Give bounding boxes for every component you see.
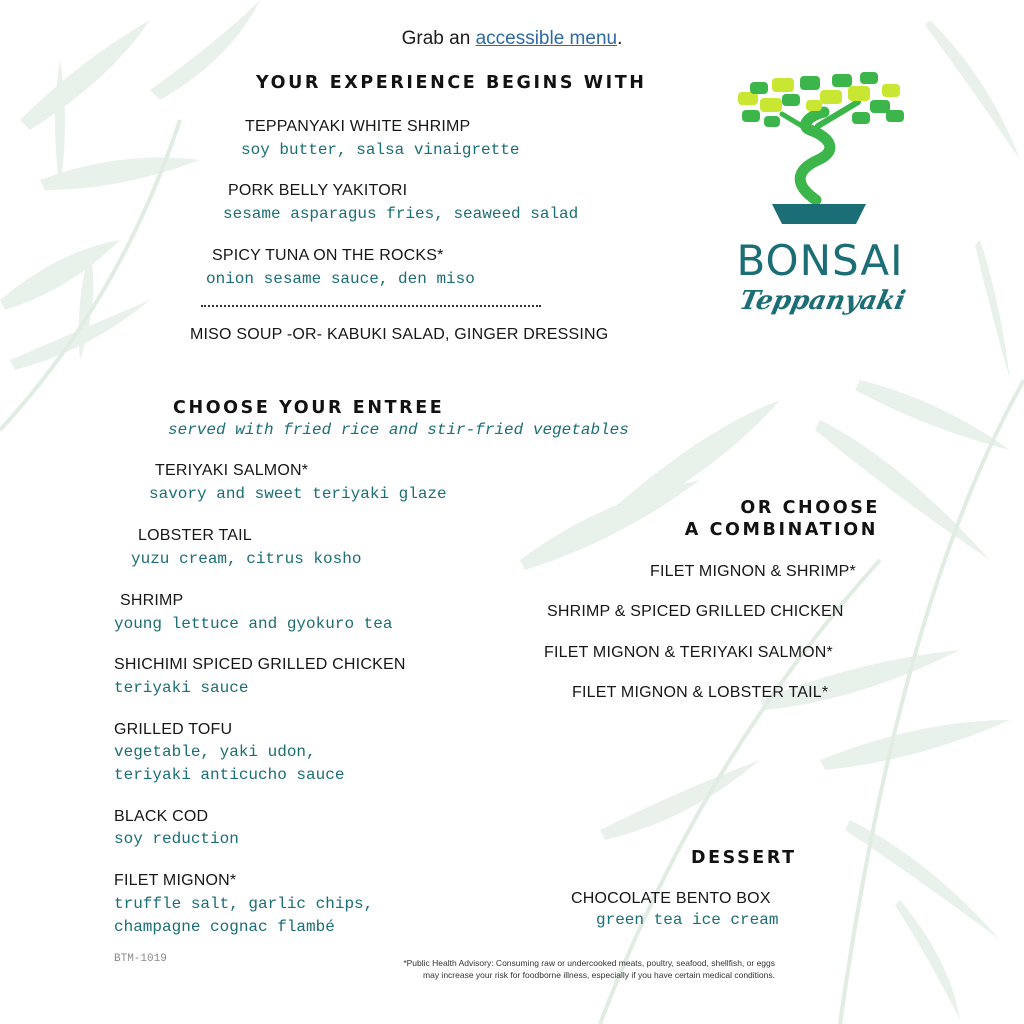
dessert-name: CHOCOLATE BENTO BOX	[571, 890, 771, 907]
accessible-menu-link[interactable]: accessible menu	[475, 28, 618, 49]
entree-subtitle: served with fried rice and stir-fried vegetables	[168, 421, 629, 439]
combination-heading-line1: OR CHOOSE	[740, 498, 880, 518]
entree-heading: CHOOSE YOUR ENTREE	[173, 398, 445, 418]
combination-item: FILET MIGNON & LOBSTER TAIL*	[572, 684, 829, 701]
starter-description: soy butter, salsa vinaigrette	[241, 141, 520, 159]
entree-description: soy reduction	[114, 830, 239, 848]
menu-code: BTM-1019	[114, 953, 167, 965]
starters-heading: YOUR EXPERIENCE BEGINS WITH	[256, 73, 647, 93]
accessible-menu-prefix: Grab an	[401, 28, 476, 49]
entree-name: SHICHIMI SPICED GRILLED CHICKEN	[114, 656, 406, 673]
health-advisory	[300, 957, 775, 981]
combination-heading-line2: A COMBINATION	[684, 520, 878, 540]
or-separator: -OR-	[286, 326, 323, 343]
entree-description: truffle salt, garlic chips,	[114, 895, 374, 913]
brand-script: Teppanyaki	[736, 286, 909, 316]
entree-name: TERIYAKI SALMON*	[155, 462, 309, 479]
starter-description: sesame asparagus fries, seaweed salad	[223, 205, 579, 223]
entree-name: FILET MIGNON*	[114, 872, 237, 889]
salad-option: KABUKI SALAD, GINGER DRESSING	[326, 326, 609, 343]
soup-or-salad-line	[190, 326, 608, 344]
entree-name: LOBSTER TAIL	[138, 527, 252, 544]
bonsai-tree-icon	[720, 70, 920, 240]
entree-description-line2: champagne cognac flambé	[114, 918, 335, 936]
entree-name: SHRIMP	[120, 592, 184, 609]
entree-description: young lettuce and gyokuro tea	[114, 615, 393, 633]
starter-description: onion sesame sauce, den miso	[206, 270, 475, 288]
entree-name: GRILLED TOFU	[114, 721, 233, 738]
starter-name: SPICY TUNA ON THE ROCKS*	[212, 247, 444, 264]
health-advisory-line1: *Public Health Advisory: Consuming raw or undercooked meats, poultry, seafood, shellfish, or eggs	[403, 958, 775, 968]
dessert-heading: DESSERT	[691, 848, 797, 868]
entree-description-line2: teriyaki anticucho sauce	[114, 766, 345, 784]
dessert-description: green tea ice cream	[596, 911, 779, 929]
starter-name: PORK BELLY YAKITORI	[228, 182, 408, 199]
starter-name: TEPPANYAKI WHITE SHRIMP	[245, 118, 471, 135]
entree-description: yuzu cream, citrus kosho	[131, 550, 362, 568]
bonsai-logo	[720, 70, 920, 340]
entree-name: BLACK COD	[114, 808, 209, 825]
entree-description: teriyaki sauce	[114, 679, 249, 697]
combination-item: FILET MIGNON & SHRIMP*	[650, 563, 856, 580]
combination-item: SHRIMP & SPICED GRILLED CHICKEN	[547, 603, 844, 620]
health-advisory-line2: may increase your risk for foodborne illness, especially if you have certain medical conditions.	[423, 970, 775, 980]
accessible-menu-line	[0, 28, 1024, 50]
entree-description: savory and sweet teriyaki glaze	[149, 485, 447, 503]
brand-name: BONSAI	[736, 236, 904, 285]
dotted-divider	[201, 305, 541, 307]
combination-item: FILET MIGNON & TERIYAKI SALMON*	[544, 644, 833, 661]
soup-option: MISO SOUP	[190, 326, 283, 343]
entree-description: vegetable, yaki udon,	[114, 743, 316, 761]
accessible-menu-suffix: .	[617, 28, 623, 49]
